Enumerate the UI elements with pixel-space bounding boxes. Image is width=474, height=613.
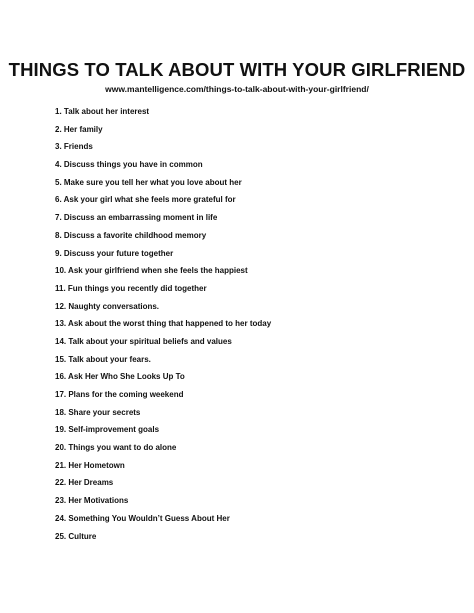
list-item: 16. Ask Her Who She Looks Up To (55, 372, 185, 382)
list-item: 11. Fun things you recently did together (55, 283, 207, 293)
list-item: 3. Friends (55, 142, 93, 152)
source-url: www.mantelligence.com/things-to-talk-about-with-your-girlfriend/ (105, 84, 369, 94)
list-item: 13. Ask about the worst thing that happened to her today (55, 319, 272, 329)
list-item: 23. Her Motivations (55, 496, 129, 506)
list-item: 5. Make sure you tell her what you love about her (55, 177, 242, 187)
list-item: 19. Self-improvement goals (55, 425, 160, 435)
list-item: 1. Talk about her interest (55, 107, 150, 116)
list-item: 2. Her family (55, 124, 103, 134)
list-item: 18. Share your secrets (55, 407, 141, 417)
list-item: 9. Discuss your future together (55, 248, 174, 258)
list-item: 4. Discuss things you have in common (55, 160, 203, 170)
list-item: 7. Discuss an embarrassing moment in life (55, 213, 218, 223)
list-item: 14. Talk about your spiritual beliefs and values (55, 336, 232, 346)
list-item: 15. Talk about your fears. (55, 354, 151, 364)
list-item: 24. Something You Wouldn’t Guess About Her (55, 513, 230, 523)
list-item: 6. Ask your girl what she feels more grateful for (55, 195, 236, 205)
list-item: 17. Plans for the coming weekend (55, 390, 184, 399)
list-item: 22. Her Dreams (55, 478, 114, 488)
list-item: 10. Ask your girlfriend when she feels the happiest (55, 266, 248, 276)
list-item: 12. Naughty conversations. (55, 301, 160, 311)
list-item: 21. Her Hometown (55, 460, 125, 470)
list-item: 8. Discuss a favorite childhood memory (55, 230, 207, 240)
list-item: 20. Things you want to do alone (55, 443, 177, 453)
topic-list (55, 103, 455, 545)
page-title: THINGS TO TALK ABOUT WITH YOUR GIRLFRIEND (8, 59, 466, 80)
list-item: 25. Culture (55, 531, 97, 541)
